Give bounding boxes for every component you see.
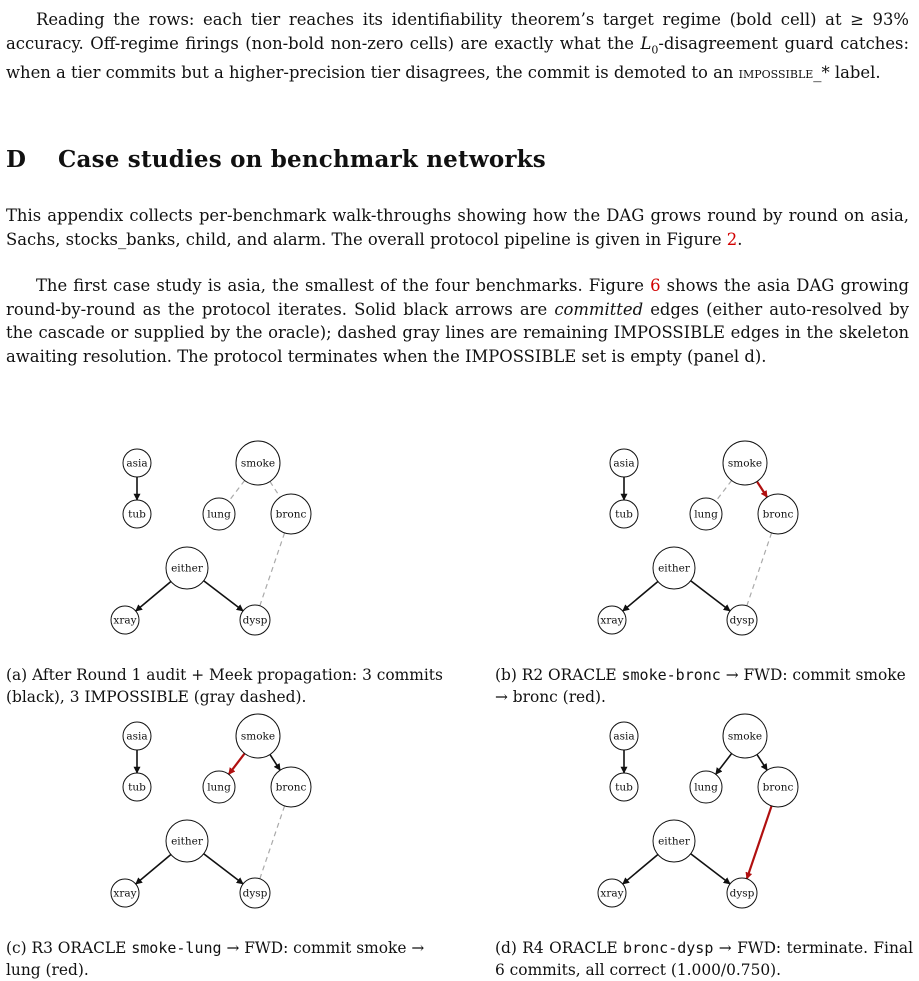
node-label-bronc: bronc <box>762 508 794 521</box>
node-bronc <box>271 494 311 534</box>
intro-paragraph: Reading the rows: each tier reaches its identifiability theorem’s target regime (bold cell) at ≥ 93% accuracy. Off-regime firings (non-bold non-zero cells) are exactly what the $L_0$-disagreement guard catches: when a tier commits but a higher-precision tier disagrees, the commit is demoted to an impossible_* label. <box>6 10 909 83</box>
intro-text: Reading the rows: each tier reaches its identifiability theorem’s target regime (bold cell) at ≥ 93% accuracy. Off-regime firings (non-bold non-zero cells) are exactly what the <box>6 10 909 53</box>
figure-ref-2[interactable]: 2 <box>726 229 738 249</box>
node-label-lung: lung <box>694 781 718 794</box>
dag-diagram-c <box>105 713 335 935</box>
node-asia <box>610 449 638 477</box>
node-bronc <box>271 767 311 807</box>
node-xray <box>111 606 139 634</box>
section-heading <box>6 146 546 173</box>
section-title: Case studies on benchmark networks <box>58 146 546 173</box>
node-either <box>653 547 695 589</box>
edge-either-dysp-committed <box>204 581 243 611</box>
figure-ref-6[interactable]: 6 <box>650 276 661 295</box>
edge-smoke-lung-impossible <box>716 480 732 501</box>
node-label-dysp: dysp <box>729 887 755 900</box>
node-label-asia: asia <box>613 730 635 743</box>
edge-either-xray-committed <box>136 581 171 611</box>
node-label-tub: tub <box>615 781 633 794</box>
edge-either-xray-committed <box>623 581 658 611</box>
caption-b: (b) R2 ORACLE smoke-bronc → FWD: commit smoke → bronc (red). <box>495 666 906 706</box>
edge-either-xray-committed <box>623 854 658 884</box>
section-number: D <box>6 146 27 173</box>
edge-code: smoke-lung <box>131 939 222 957</box>
edge-bronc-dysp-impossible <box>260 533 285 606</box>
node-either <box>653 820 695 862</box>
node-lung <box>690 771 722 803</box>
edge-bronc-dysp-oracle <box>747 806 772 879</box>
node-label-xray: xray <box>113 887 137 900</box>
dag-diagram-a <box>105 440 335 662</box>
edge-smoke-lung-impossible <box>229 480 245 501</box>
edge-smoke-lung-oracle <box>229 753 245 774</box>
node-dysp <box>240 878 270 908</box>
node-label-dysp: dysp <box>242 614 268 627</box>
node-label-either: either <box>658 835 690 848</box>
node-lung <box>690 498 722 530</box>
edge-bronc-dysp-impossible <box>260 806 285 879</box>
node-asia <box>123 722 151 750</box>
node-dysp <box>727 878 757 908</box>
node-bronc <box>758 767 798 807</box>
caption-c: (c) R3 ORACLE smoke-lung → FWD: commit smoke → lung (red). <box>6 939 425 979</box>
node-label-xray: xray <box>113 614 137 627</box>
node-bronc <box>758 494 798 534</box>
node-xray <box>598 606 626 634</box>
node-label-bronc: bronc <box>275 781 307 794</box>
panel-d <box>592 713 822 935</box>
node-label-smoke: smoke <box>727 730 763 743</box>
node-asia <box>123 449 151 477</box>
node-tub <box>610 500 638 528</box>
edge-smoke-bronc-committed <box>757 754 767 770</box>
node-label-either: either <box>171 562 203 575</box>
node-label-either: either <box>171 835 203 848</box>
node-label-tub: tub <box>615 508 633 521</box>
node-label-tub: tub <box>128 508 146 521</box>
node-asia <box>610 722 638 750</box>
math-l0: $L_0$ <box>640 33 659 56</box>
edge-code: bronc-dysp <box>623 939 714 957</box>
edge-smoke-lung-committed <box>716 753 732 774</box>
node-label-lung: lung <box>207 781 231 794</box>
node-smoke <box>236 441 280 485</box>
node-either <box>166 547 208 589</box>
body-paragraph-1: This appendix collects per-benchmark walk-throughs showing how the DAG grows round by round on asia, Sachs, stocks_banks, child, and alarm. The overall protocol pipeline is given in Figure 2. <box>6 206 909 249</box>
dag-diagram-b <box>592 440 822 662</box>
node-label-dysp: dysp <box>729 614 755 627</box>
edge-code: smoke-bronc <box>621 666 721 684</box>
node-label-bronc: bronc <box>275 508 307 521</box>
node-xray <box>598 879 626 907</box>
node-label-lung: lung <box>694 508 718 521</box>
node-label-dysp: dysp <box>242 887 268 900</box>
edge-smoke-bronc-impossible <box>270 481 280 497</box>
dag-diagram-d <box>592 713 822 935</box>
edge-bronc-dysp-impossible <box>747 533 772 606</box>
node-label-bronc: bronc <box>762 781 794 794</box>
node-label-smoke: smoke <box>240 457 276 470</box>
intro-text-2: -disagreement guard catches: when a tier commits but a higher-precision tier disagrees, the commit is demoted to an <box>6 33 909 83</box>
node-tub <box>123 773 151 801</box>
node-label-xray: xray <box>600 887 624 900</box>
panel-b <box>592 440 822 662</box>
edge-either-dysp-committed <box>204 854 243 884</box>
edge-smoke-bronc-committed <box>270 754 280 770</box>
node-smoke <box>723 441 767 485</box>
edge-either-dysp-committed <box>691 854 730 884</box>
caption-d: (d) R4 ORACLE bronc-dysp → FWD: terminate. Final 6 commits, all correct (1.000/0.750). <box>495 939 913 979</box>
node-label-smoke: smoke <box>727 457 763 470</box>
edge-smoke-bronc-oracle <box>757 481 767 497</box>
node-either <box>166 820 208 862</box>
node-lung <box>203 771 235 803</box>
node-dysp <box>240 605 270 635</box>
panel-a <box>105 440 335 662</box>
node-dysp <box>727 605 757 635</box>
node-label-tub: tub <box>128 781 146 794</box>
node-tub <box>123 500 151 528</box>
body-paragraph-2: The first case study is asia, the smallest of the four benchmarks. Figure 6 shows the asia DAG growing round-by-round as the protocol iterates. Solid black arrows are committed edges (either auto-resolved by the cascade or supplied by the oracle); dashed gray lines are remaining IMPOSSIBLE edges in the skeleton awaiting resolution. The protocol terminates when the IMPOSSIBLE set is empty (panel d). <box>6 276 909 366</box>
edge-either-dysp-committed <box>691 581 730 611</box>
node-label-asia: asia <box>126 457 148 470</box>
node-tub <box>610 773 638 801</box>
edge-either-xray-committed <box>136 854 171 884</box>
node-smoke <box>723 714 767 758</box>
node-xray <box>111 879 139 907</box>
impossible-label: impossible_* <box>738 63 830 83</box>
node-label-xray: xray <box>600 614 624 627</box>
caption-a: (a) After Round 1 audit + Meek propagation: 3 commits (black), 3 IMPOSSIBLE (gray dashed). <box>6 666 443 706</box>
node-smoke <box>236 714 280 758</box>
panel-c <box>105 713 335 935</box>
node-lung <box>203 498 235 530</box>
emphasis-committed: committed <box>554 299 644 319</box>
node-label-asia: asia <box>613 457 635 470</box>
node-label-lung: lung <box>207 508 231 521</box>
node-label-asia: asia <box>126 730 148 743</box>
node-label-smoke: smoke <box>240 730 276 743</box>
node-label-either: either <box>658 562 690 575</box>
